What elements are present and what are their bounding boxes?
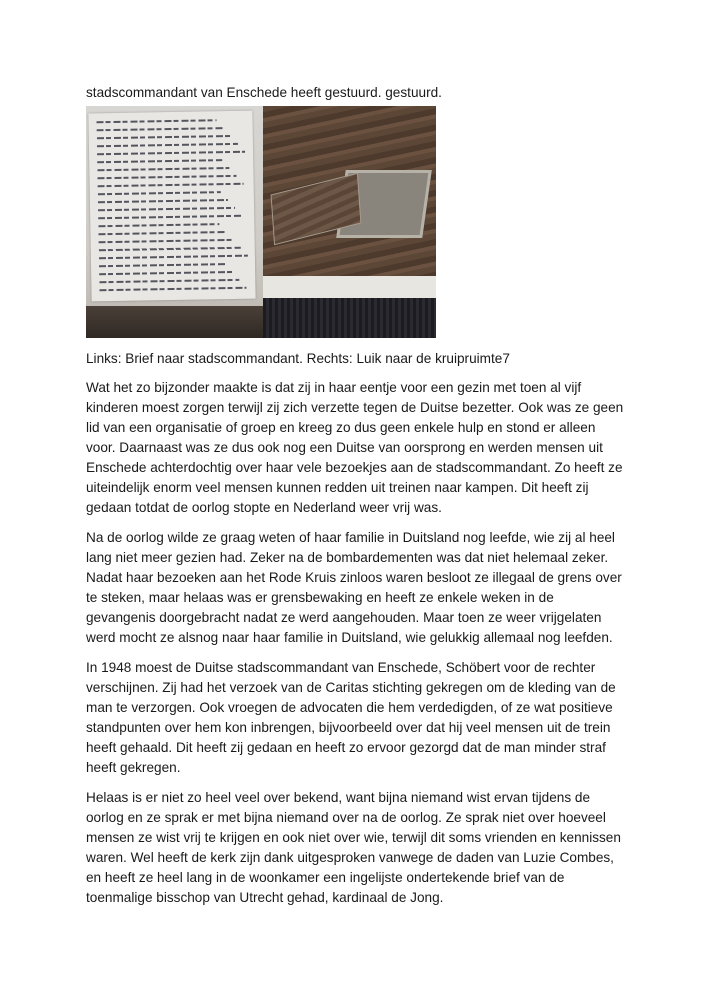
handwriting-line <box>99 239 234 243</box>
paragraph: In 1948 moest de Duitse stadscommandant van Enschede, Schöbert voor de rechter verschijnen. Zij had het verzoek van de Caritas stichting gekregen om de kleding van de man te verzorgen. Ook vroegen de advocaten die hem verdedigden, of ze wat positieve standpunten over hem kon inbrengen, bijvoorbeeld over dat hij veel mensen uit de trein heeft gehaald. Dit heeft zij gedaan en heeft zo ervoor gezorgd dat de man minder straf heeft gekregen. <box>86 660 616 775</box>
figure-caption: Links: Brief naar stadscommandant. Rechts: Luik naar de kruipruimte7 <box>86 351 510 366</box>
handwriting-line <box>98 207 235 211</box>
handwriting-line <box>97 119 217 123</box>
photo-base <box>263 298 436 338</box>
paragraph: Helaas is er niet zo heel veel over bekend, want bijna niemand wist ervan tijdens de oorlog en ze sprak er met bijna niemand over na de oorlog. Ze sprak niet over hoeveel mensen ze wist vrij te krijgen en ook niet over wie, terwijl dit soms vrienden en kennissen waren. Wel heeft de kerk zijn dank uitgesproken vanwege de daden van Luzie Combes, en heeft ze heel lang in de woonkamer een ingelijste ondertekende brief van de toenmalige bisschop van Utrecht gehad, kardinaal de Jong. <box>86 790 621 905</box>
handwriting-line <box>97 143 238 147</box>
handwriting-line <box>98 223 219 227</box>
paragraph: Wat het zo bijzonder maakte is dat zij in haar eentje voor een gezin met toen al vijf kinderen moest zorgen terwijl zij zich verzette tegen de Duitse bezetter. Ook was ze geen lid van een organisatie of groep en kreeg zo dus geen enkele hulp en stond er alleen voor. Daarnaast was ze dus ook nog een Duitse van oorsprong en werden mensen uit Enschede achterdochtig over haar vele bezoekjes aan de stadscommandant. Zo heeft ze uiteindelijk enorm veel mensen kunnen redden uit treinen naar kampen. Dit heeft zij gedaan totdat de oorlog stopte en Nederland weer vrij was. <box>86 380 624 515</box>
handwriting-line <box>99 271 232 275</box>
handwritten-letter <box>88 111 255 302</box>
photo-figure <box>86 106 436 338</box>
hatch-photo <box>263 106 436 338</box>
handwriting-line <box>97 175 236 179</box>
handwriting-line <box>98 231 226 235</box>
paragraph: Na de oorlog wilde ze graag weten of haar familie in Duitsland nog leefde, wie zij al heel lang niet meer gezien had. Zeker na de bombardementen was dat niet helemaal zeker. Nadat haar bezoeken aan het Rode Kruis zinloos waren besloot ze illegaal de grens over te steken, maar helaas was er grensbewaking en heeft ze enkele weken in de gevangenis doorgebracht nadat ze werd aangehouden. Maar toen ze weer vrijgelaten werd mocht ze alsnog naar haar familie in Duitsland, wie gelukkig allemaal nog leefden. <box>86 530 622 645</box>
continuation-line: stadscommandant van Enschede heeft gestuurd. gestuurd. <box>86 85 442 100</box>
handwriting-line <box>99 255 248 259</box>
handwriting-line <box>97 127 224 131</box>
handwriting-line <box>98 183 244 187</box>
handwriting-line <box>97 159 222 163</box>
handwriting-line <box>99 287 246 291</box>
handwriting-line <box>99 247 241 251</box>
handwriting-line <box>99 263 225 267</box>
letter-photo <box>86 106 263 338</box>
handwriting-line <box>97 167 229 171</box>
document-page <box>86 84 626 908</box>
photo-mat <box>263 276 436 298</box>
handwriting-line <box>99 279 239 283</box>
handwriting-line <box>98 199 228 203</box>
handwriting-line <box>97 135 231 139</box>
handwriting-line <box>97 151 245 155</box>
handwriting-line <box>98 215 242 219</box>
handwriting-line <box>98 191 221 195</box>
letter-background <box>86 306 263 338</box>
